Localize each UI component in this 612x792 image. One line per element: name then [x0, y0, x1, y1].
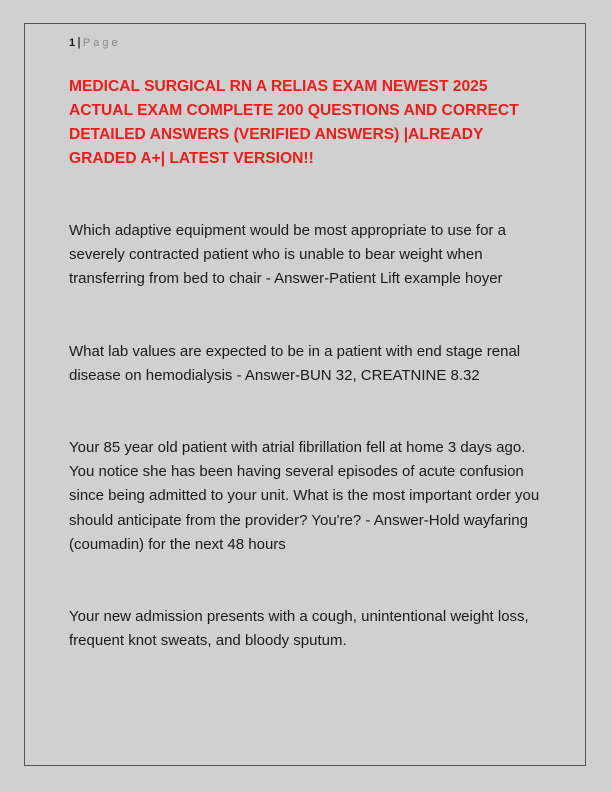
qa-block-4: Your new admission presents with a cough, unintentional weight loss, frequent knot sweats, and bloody sputum. [69, 608, 529, 650]
page-number: 1 [69, 37, 76, 49]
qa-block-3: Your 85 year old patient with atrial fibrillation fell at home 3 days ago. You notice she has been having several episodes of acute confusion since being admitted to your unit. What is the most important order you should anticipate from the provider? You're? - Answer-Hold wayfaring (coumadin) for the next 48 hours [69, 439, 540, 553]
page-header-separator: | [77, 35, 81, 49]
title-body-spacer [69, 171, 565, 219]
page-header [69, 34, 565, 54]
qa-block-2: What lab values are expected to be in a patient with end stage renal disease on hemodialysis - Answer-BUN 32, CREATNINE 8.32 [69, 342, 521, 384]
block-spacer-1 [69, 292, 565, 340]
document-page [24, 23, 586, 766]
block-spacer-2 [69, 388, 565, 436]
qa-block-1: Which adaptive equipment would be most appropriate to use for a severely contracted patient who is unable to bear weight when transferring from bed to chair - Answer-Patient Lift example hoyer [69, 222, 506, 288]
block-spacer-3 [69, 557, 565, 605]
document-title: MEDICAL SURGICAL RN A RELIAS EXAM NEWEST 2025 ACTUAL EXAM COMPLETE 200 QUESTIONS AND CORRECT DETAILED ANSWERS (VERIFIED ANSWERS) |ALREADY GRADED A+| LATEST VERSION!! [69, 78, 519, 167]
page-header-label: Page [82, 37, 121, 49]
page-content-area [69, 34, 565, 653]
